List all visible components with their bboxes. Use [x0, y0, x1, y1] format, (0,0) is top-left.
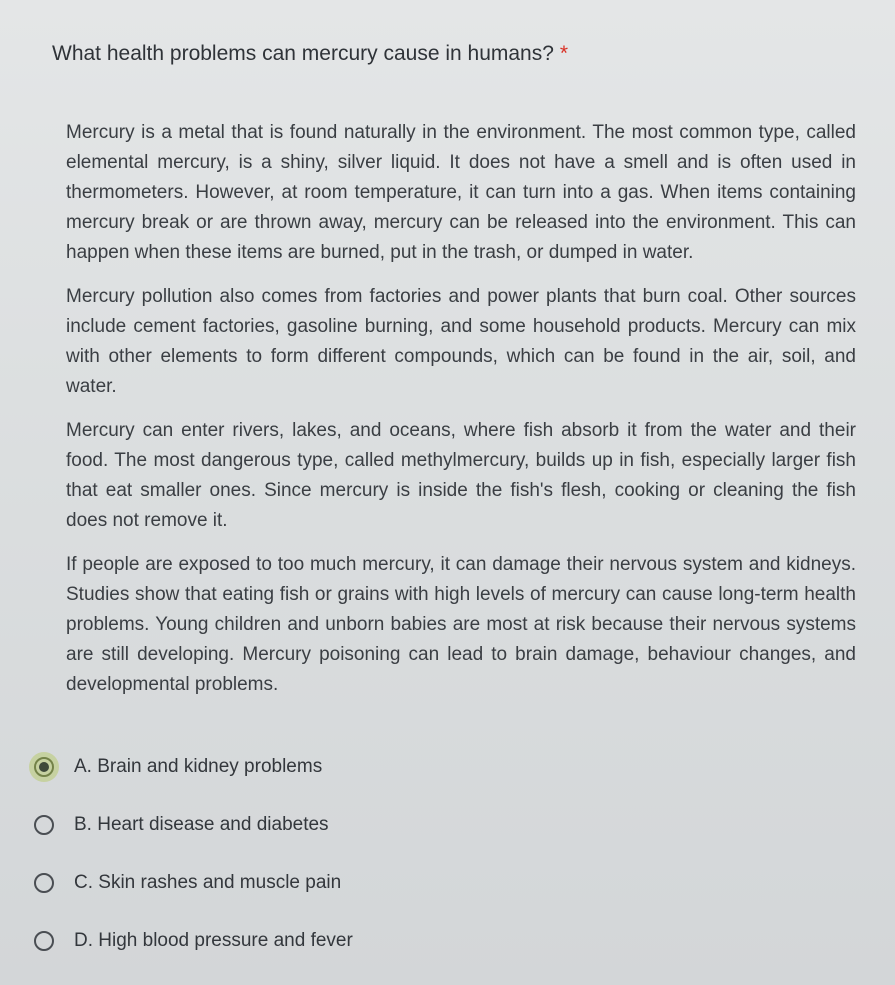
answer-options	[30, 748, 850, 980]
radio-button-selected[interactable]	[34, 757, 54, 777]
passage-paragraph: If people are exposed to too much mercury, it can damage their nervous system and kidneys. Studies show that eating fish or grains with high levels of mercury can cause long-term health problems. Young children and unborn babies are most at risk because their nervous systems are still developing. Mercury poisoning can lead to brain damage, behaviour changes, and developmental problems.	[66, 554, 856, 695]
passage-paragraph: Mercury can enter rivers, lakes, and oceans, where fish absorb it from the water and their food. The most dangerous type, called methylmercury, builds up in fish, especially larger fish that eat smaller ones. Since mercury is inside the fish's flesh, cooking or cleaning the fish does not remove it.	[66, 420, 856, 531]
option-a[interactable]	[30, 748, 850, 786]
option-b[interactable]	[30, 806, 850, 844]
passage-paragraph: Mercury pollution also comes from factories and power plants that burn coal. Other sources include cement factories, gasoline burning, and some household products. Mercury can mix with other elements to form different compounds, which can be found in the air, soil, and water.	[66, 286, 856, 397]
option-label: B. Heart disease and diabetes	[74, 814, 329, 835]
option-label: D. High blood pressure and fever	[74, 930, 353, 951]
question-title	[52, 40, 852, 68]
option-label: C. Skin rashes and muscle pain	[74, 872, 342, 893]
reading-passage	[66, 118, 856, 714]
radio-button[interactable]	[34, 931, 54, 951]
option-c[interactable]	[30, 864, 850, 902]
radio-button[interactable]	[34, 815, 54, 835]
question-text: What health problems can mercury cause in humans?	[52, 42, 554, 65]
radio-button[interactable]	[34, 873, 54, 893]
passage-paragraph: Mercury is a metal that is found naturally in the environment. The most common type, called elemental mercury, is a shiny, silver liquid. It does not have a smell and is often used in thermometers. However, at room temperature, it can turn into a gas. When items containing mercury break or are thrown away, mercury can be released into the environment. This can happen when these items are burned, put in the trash, or dumped in water.	[66, 122, 856, 263]
option-d[interactable]	[30, 922, 850, 960]
required-asterisk: *	[559, 42, 569, 65]
option-label: A. Brain and kidney problems	[74, 756, 323, 777]
